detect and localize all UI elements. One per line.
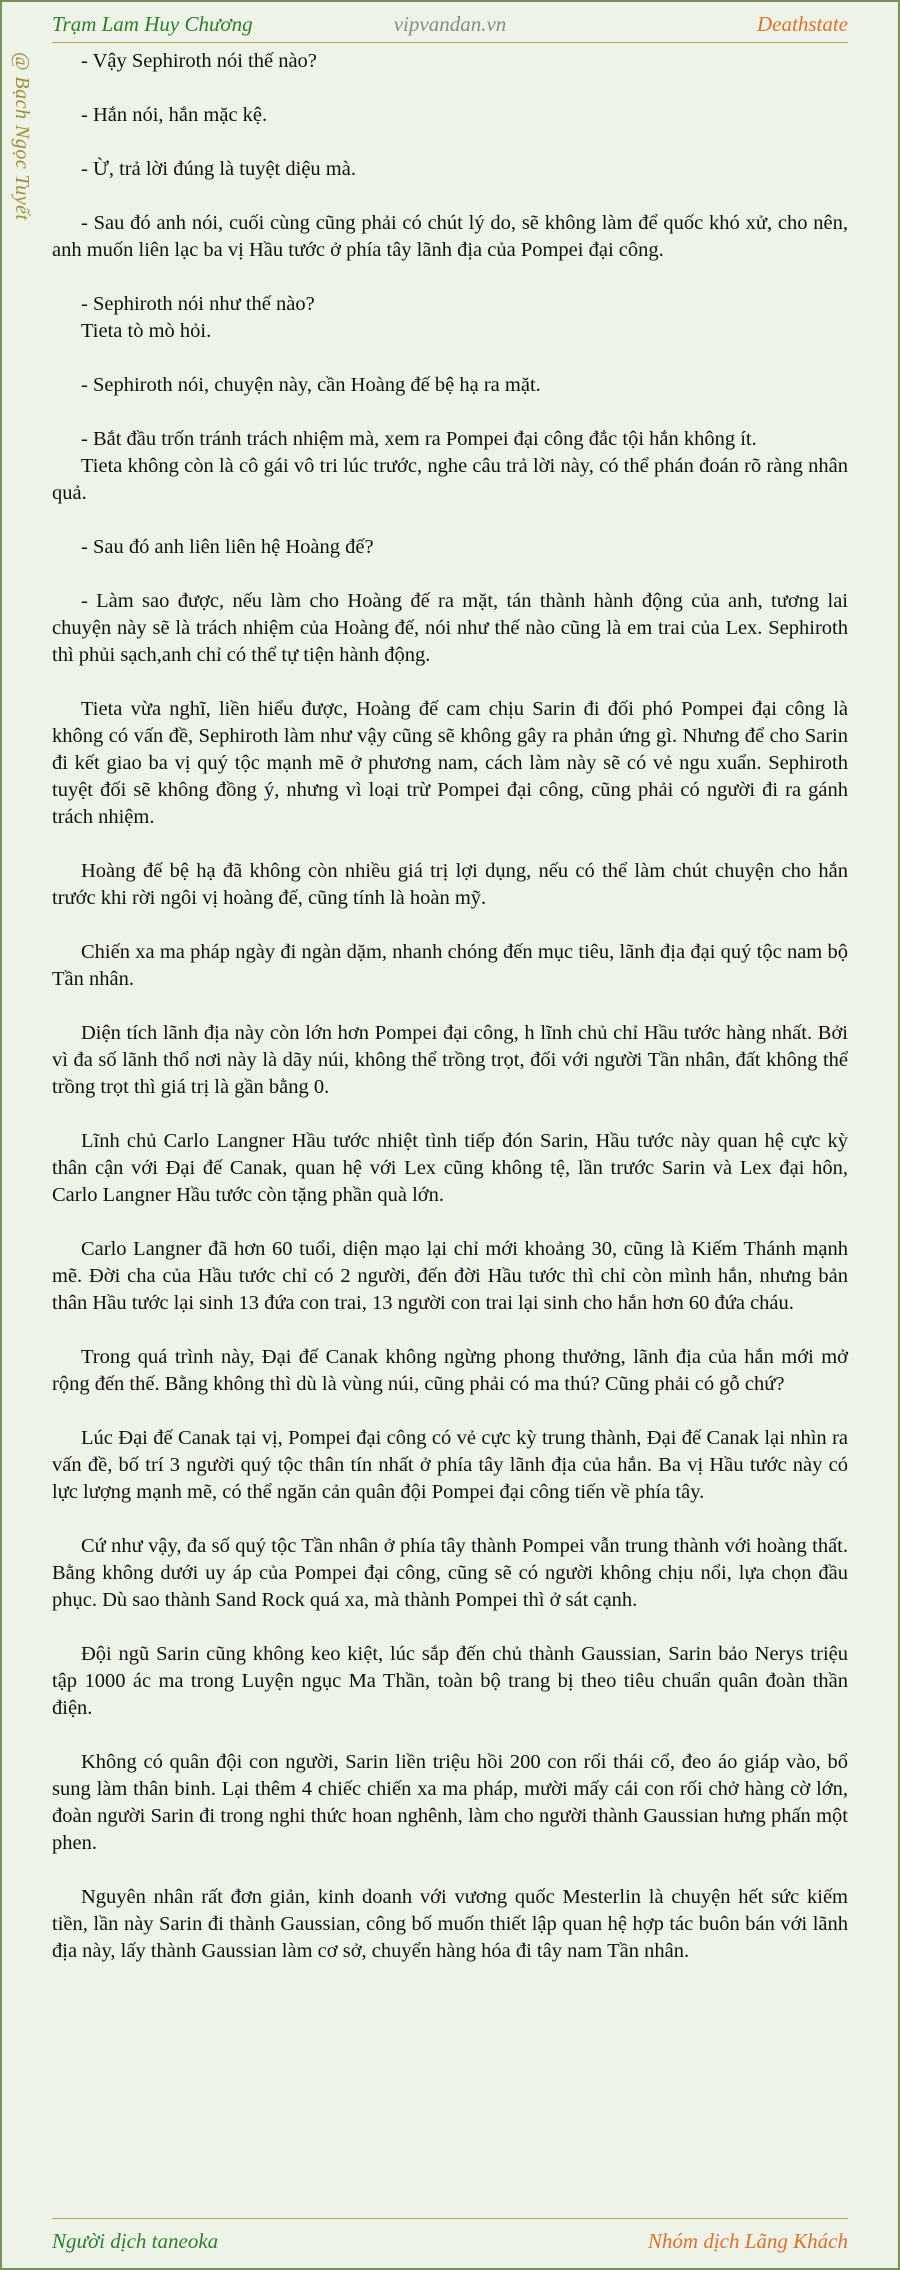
page-header (52, 8, 848, 43)
footer-group-text: Nhóm dịch Lãng Khách (647, 2229, 848, 2253)
header-left-text: Trạm Lam Huy Chương (52, 12, 253, 36)
paragraph: - Ừ, trả lời đúng là tuyệt diệu mà. (81, 158, 356, 180)
paragraph: - Hắn nói, hắn mặc kệ. (81, 104, 268, 126)
paragraph: - Làm sao được, nếu làm cho Hoàng đế ra mặt, tán thành hành động của anh, tương lai chuyện này sẽ là trách nhiệm của Hoàng đế, nói như thế nào cũng là em trai của Lex. Sephiroth thì phủi sạch,anh chỉ có thể tự tiện hành động. (52, 590, 848, 666)
paragraph: Đội ngũ Sarin cũng không keo kiệt, lúc sắp đến chủ thành Gaussian, Sarin bảo Nerys triệu tập 1000 ác ma trong Luyện ngục Ma Thần, toàn bộ trang bị theo tiêu chuẩn quân đoàn thần điện. (52, 1643, 848, 1719)
paragraph: - Vậy Sephiroth nói thế nào? (81, 50, 317, 72)
footer-translator-text: Người dịch taneoka (52, 2229, 219, 2253)
paragraph: Lúc Đại đế Canak tại vị, Pompei đại công có vẻ cực kỳ trung thành, Đại đế Canak lại nhìn ra vấn đề, bố trí 3 người quý tộc thân tín nhất ở phía tây lãnh địa của hắn. Ba vị Hầu tước này có lực lượng mạnh mẽ, có thể ngăn cản quân đội Pompei đại công tiến về phía tây. (52, 1427, 848, 1503)
paragraph: Nguyên nhân rất đơn giản, kinh doanh với vương quốc Mesterlin là chuyện hết sức kiếm tiền, lần này Sarin đi thành Gaussian, công bố muốn thiết lập quan hệ hợp tác buôn bán với lãnh địa này, lấy thành Gaussian làm cơ sở, chuyển hàng hóa đi tây nam Tần nhân. (52, 1886, 848, 1962)
paragraph: - Sau đó anh nói, cuối cùng cũng phải có chút lý do, sẽ không làm để quốc khó xử, cho nên, anh muốn liên lạc ba vị Hầu tước ở phía tây lãnh địa của Pompei đại công. (52, 212, 848, 261)
paragraph: Tieta tò mò hỏi. (81, 320, 212, 342)
paragraph: Không có quân đội con người, Sarin liền triệu hồi 200 con rối thái cổ, đeo áo giáp vào, bổ sung làm thân binh. Lại thêm 4 chiếc chiến xa ma pháp, mười mấy cái con rối chở hàng cờ lớn, đoàn người Sarin đi trong nghi thức hoan nghênh, làm cho người thành Gaussian hưng phấn một phen. (52, 1751, 848, 1854)
paragraph: Lĩnh chủ Carlo Langner Hầu tước nhiệt tình tiếp đón Sarin, Hầu tước này quan hệ cực kỳ thân cận với Đại đế Canak, quan hệ với Lex cũng không tệ, lần trước Sarin và Lex đại hôn, Carlo Langner Hầu tước còn tặng phần quà lớn. (52, 1130, 848, 1206)
page-footer (52, 2218, 848, 2255)
paragraph: Cứ như vậy, đa số quý tộc Tần nhân ở phía tây thành Pompei vẫn trung thành với hoàng thất. Bằng không dưới uy áp của Pompei đại công, cũng sẽ có người không chịu nổi, lựa chọn đầu phục. Dù sao thành Sand Rock quá xa, mà thành Pompei thì ở sát cạnh. (52, 1535, 848, 1611)
paragraph: Diện tích lãnh địa này còn lớn hơn Pompei đại công, h lĩnh chủ chỉ Hầu tước hàng nhất. Bởi vì đa số lãnh thổ nơi này là dãy núi, không thể trồng trọt, đối với người Tần nhân, đất không thể trồng trọt thì giá trị là gần bằng 0. (52, 1022, 848, 1098)
paragraph: Carlo Langner đã hơn 60 tuổi, diện mạo lại chỉ mới khoảng 30, cũng là Kiếm Thánh mạnh mẽ. Đời cha của Hầu tước chỉ có 2 người, đến đời Hầu tước thì chỉ còn mình hắn, nhưng bản thân Hầu tước lại sinh 13 đứa con trai, 13 người con trai lại sinh cho hắn hơn 60 đứa cháu. (52, 1238, 848, 1314)
paragraph: Tieta vừa nghĩ, liền hiểu được, Hoàng đế cam chịu Sarin đi đối phó Pompei đại công là không có vấn đề, Sephiroth làm như vậy cũng sẽ không gây ra phản ứng gì. Nhưng để cho Sarin đi kết giao ba vị quý tộc mạnh mẽ ở phương nam, cách làm này sẽ có vẻ ngu xuẩn. Sephiroth tuyệt đối sẽ không đồng ý, nhưng vì loại trừ Pompei đại công, cũng phải có người đi ra gánh trách nhiệm. (52, 698, 848, 828)
sidebar-credit: @ Bạch Ngọc Tuyết (11, 52, 33, 221)
paragraph: Tieta không còn là cô gái vô tri lúc trước, nghe câu trả lời này, có thể phán đoán rõ ràng nhân quả. (52, 455, 848, 504)
paragraph: - Bắt đầu trốn tránh trách nhiệm mà, xem ra Pompei đại công đắc tội hắn không ít. (81, 428, 757, 450)
document-body (52, 48, 848, 1992)
paragraph: - Sephiroth nói, chuyện này, cần Hoàng đế bệ hạ ra mặt. (81, 374, 541, 396)
paragraph: Hoàng đế bệ hạ đã không còn nhiều giá trị lợi dụng, nếu có thể làm chút chuyện cho hắn trước khi rời ngôi vị hoàng đế, cũng tính là hoàn mỹ. (52, 860, 848, 909)
paragraph: - Sephiroth nói như thế nào? (81, 293, 315, 315)
header-site-text: vipvandan.vn (393, 12, 507, 36)
paragraph: Chiến xa ma pháp ngày đi ngàn dặm, nhanh chóng đến mục tiêu, lãnh địa đại quý tộc nam bộ Tần nhân. (52, 941, 848, 990)
header-right-text: Deathstate (757, 12, 848, 36)
paragraph: Trong quá trình này, Đại đế Canak không ngừng phong thưởng, lãnh địa của hắn mới mở rộng đến thế. Bằng không thì dù là vùng núi, cũng phải có ma thú? Cũng phải có gỗ chứ? (52, 1346, 848, 1395)
paragraph: - Sau đó anh liên liên hệ Hoàng đế? (81, 536, 374, 558)
